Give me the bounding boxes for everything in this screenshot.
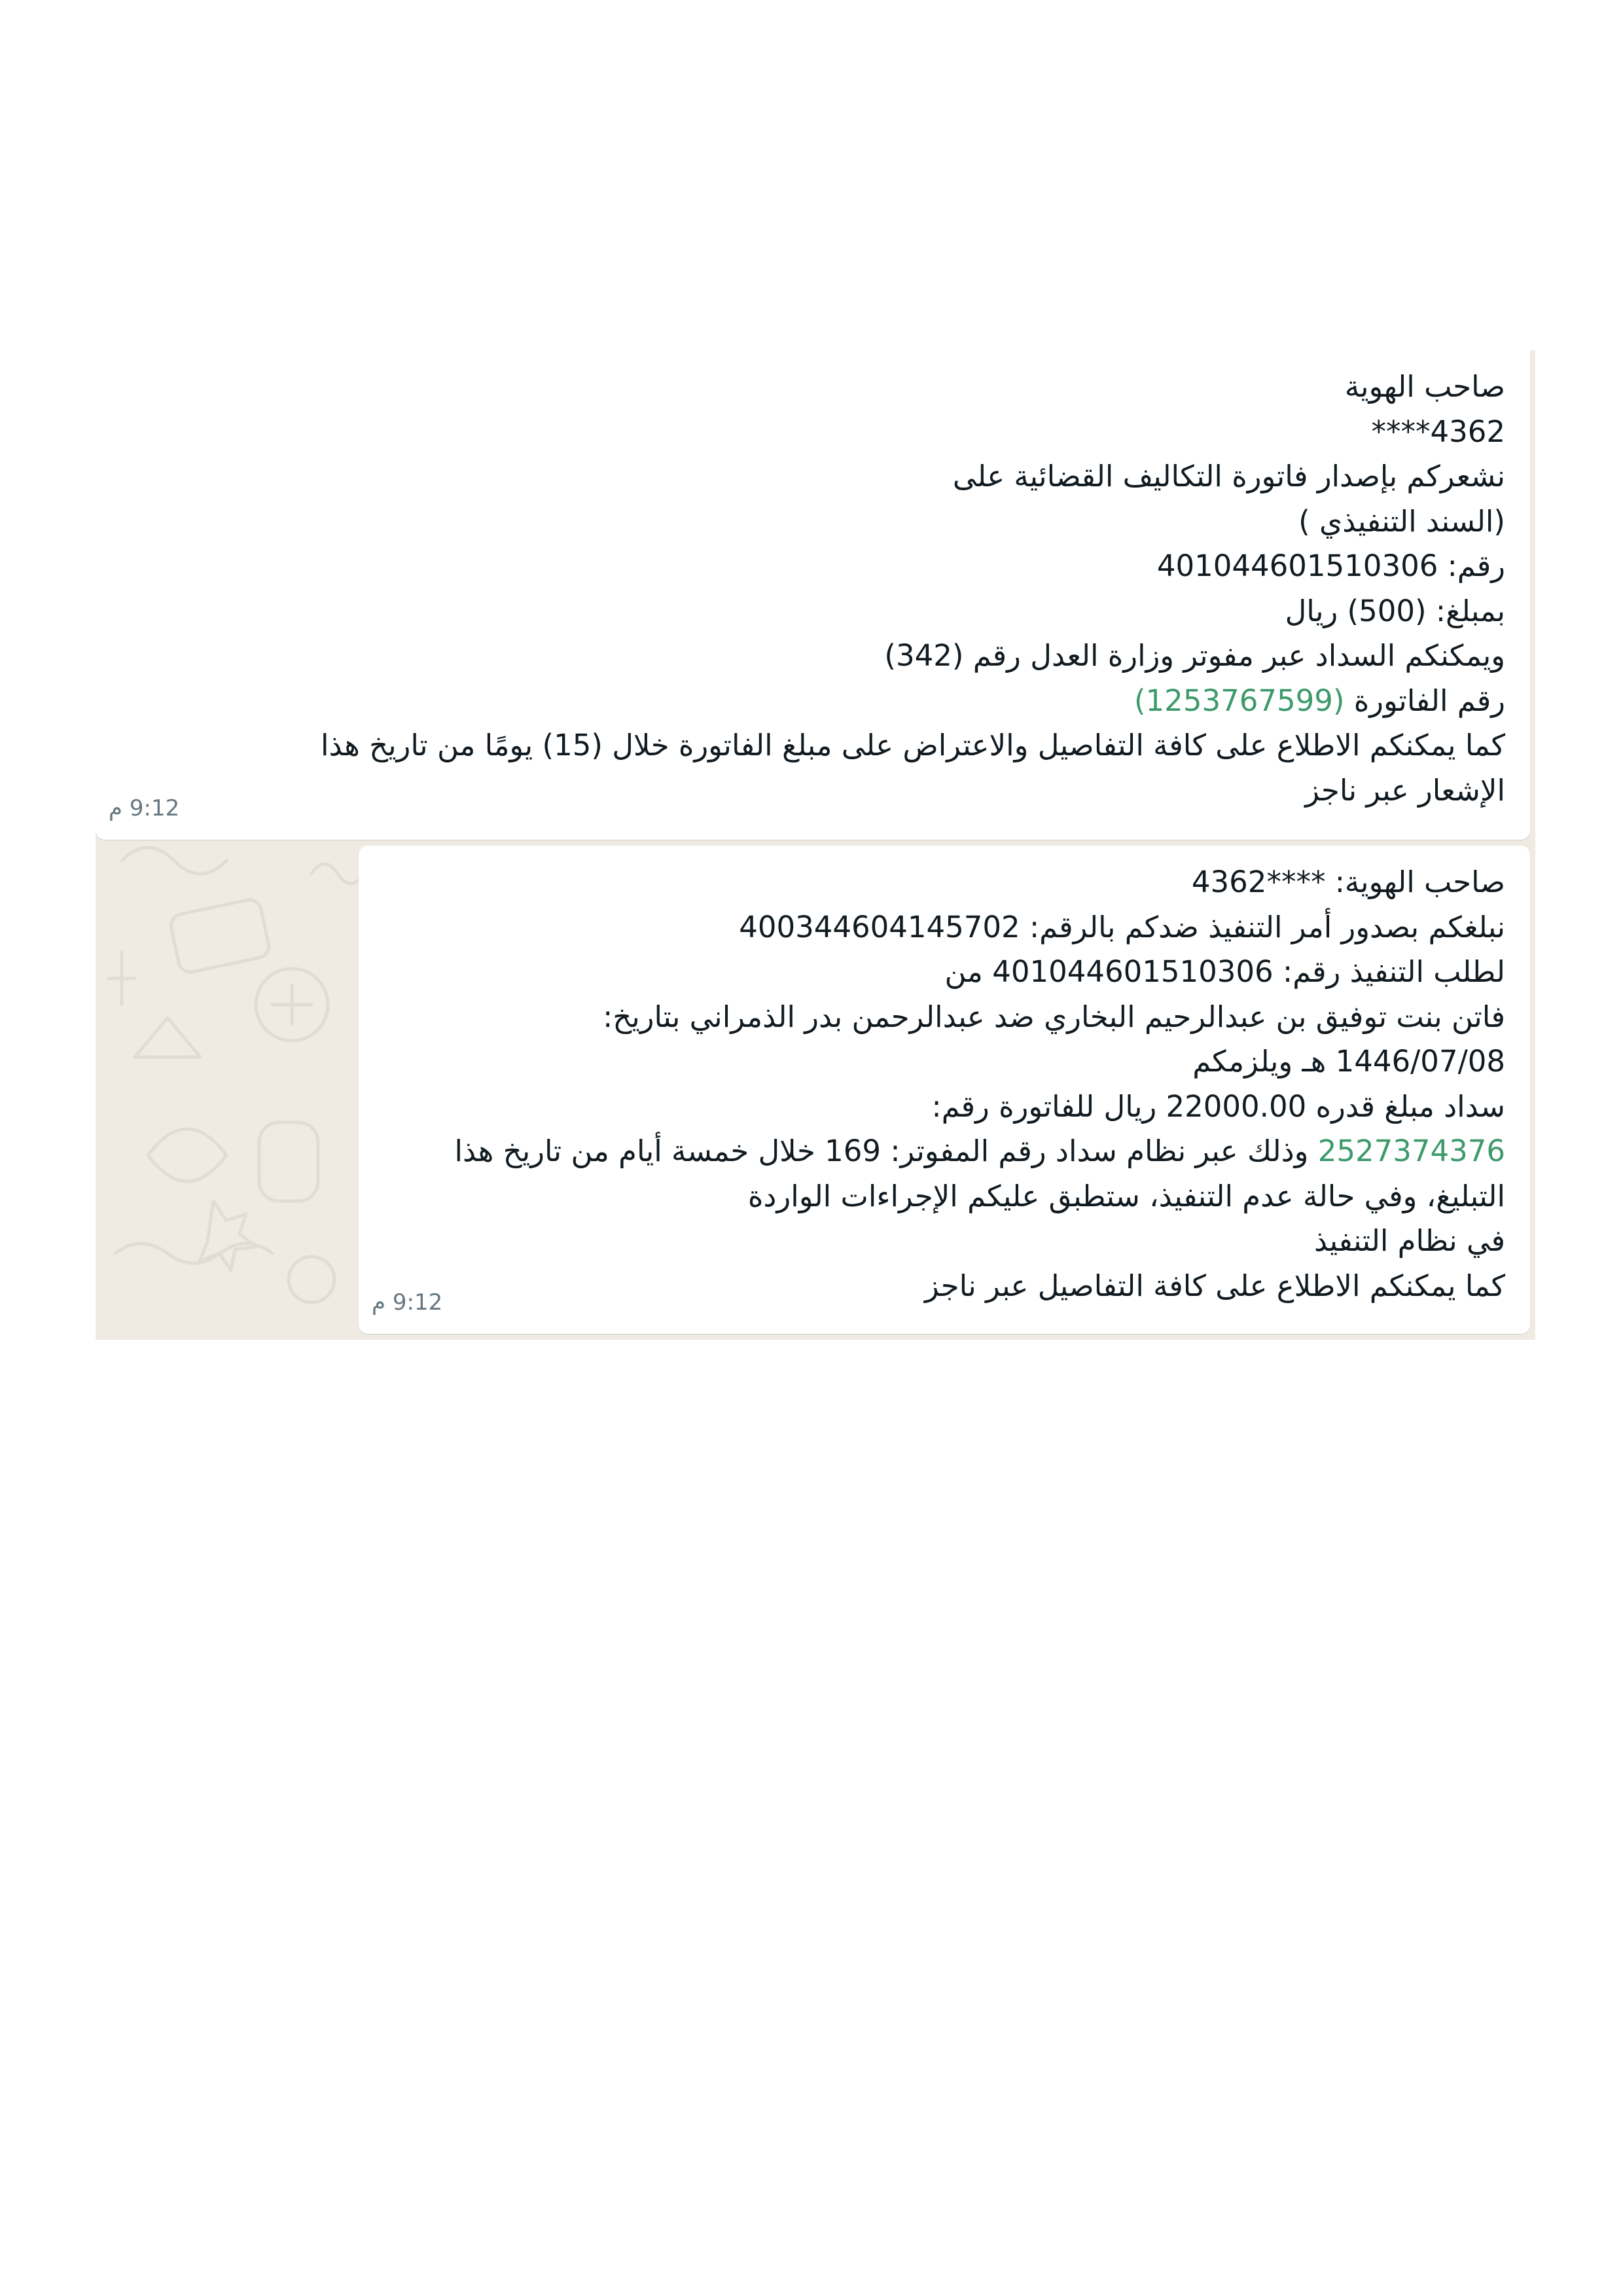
message-bubble-invoice-notice[interactable] <box>96 350 1530 840</box>
message-line: صاحب الهوية <box>1344 369 1505 404</box>
message-text <box>454 860 1505 1308</box>
message-timestamp: 9:12 م <box>109 795 180 821</box>
message-line: (السند التنفيذي ) <box>1298 503 1505 539</box>
invoice-label: رقم الفاتورة <box>1353 683 1505 718</box>
chat-panel <box>96 350 1535 1340</box>
message-line: الإشعار عبر ناجز <box>1305 772 1505 808</box>
message-line: لطلب التنفيذ رقم: 401044601510306 من <box>944 954 1505 989</box>
payment-instructions: وذلك عبر نظام سداد رقم المفوتر: 169 خلال خمسة أيام من تاريخ هذا <box>454 1134 1309 1168</box>
message-line: نشعركم بإصدار فاتورة التكاليف القضائية على <box>952 459 1505 493</box>
message-line: نبلغكم بصدور أمر التنفيذ ضدكم بالرقم: 400344604145702 <box>739 909 1505 944</box>
message-line: فاتن بنت توفيق بن عبدالرحيم البخاري ضد عبدالرحمن بدر الذمراني بتاريخ: <box>603 999 1505 1034</box>
invoice-number-link[interactable]: (1253767599) <box>1134 683 1345 718</box>
message-bubble-execution-order[interactable] <box>359 846 1530 1334</box>
message-line: بمبلغ: (500) ريال <box>1285 593 1505 628</box>
message-text <box>168 365 1505 813</box>
message-line: سداد مبلغ قدره 22000.00 ريال للفاتورة رقم: <box>931 1088 1505 1124</box>
message-line: كما يمكنكم الاطلاع على كافة التفاصيل عبر ناجز <box>924 1268 1505 1303</box>
message-line: ويمكنكم السداد عبر مفوتر وزارة العدل رقم (342) <box>884 638 1505 673</box>
message-line: 1446/07/08 هـ ويلزمكم <box>1192 1044 1505 1079</box>
invoice-number-link[interactable]: 2527374376 <box>1317 1134 1505 1168</box>
message-line <box>454 1129 1505 1174</box>
message-line: ****4362 <box>1371 414 1505 449</box>
message-line: كما يمكنكم الاطلاع على كافة التفاصيل والاعتراض على مبلغ الفاتورة خلال (15) يومًا من تاريخ هذا <box>320 728 1505 762</box>
message-timestamp: 9:12 م <box>372 1289 443 1316</box>
message-line: في نظام التنفيذ <box>1314 1223 1505 1258</box>
message-line <box>168 679 1505 724</box>
message-line: رقم: 401044601510306 <box>1156 548 1505 583</box>
message-line: التبليغ، وفي حالة عدم التنفيذ، ستطبق عليكم الإجراءات الواردة <box>747 1178 1505 1213</box>
message-line: صاحب الهوية: ****4362 <box>1191 865 1505 899</box>
